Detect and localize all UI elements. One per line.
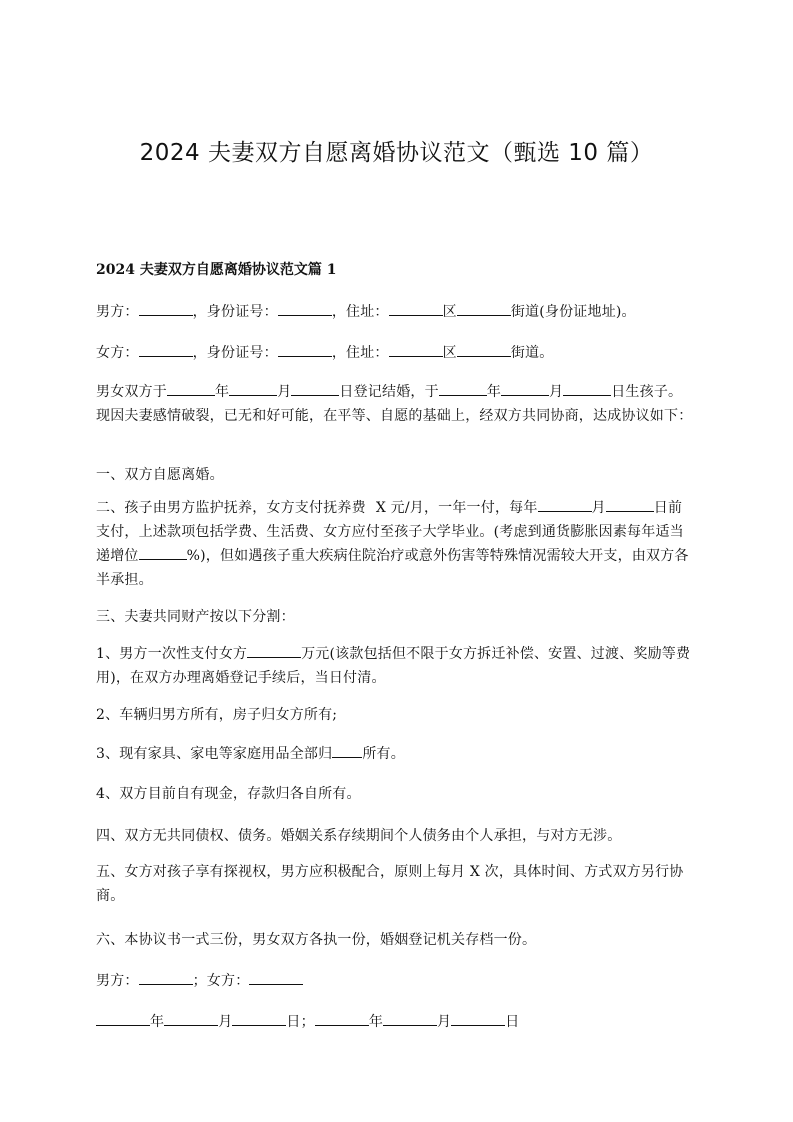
year-label: 年: [486, 384, 502, 400]
clause-two-amount-text: X 元/月，一年一付，每年: [375, 500, 538, 516]
wife-signature-blank[interactable]: [249, 969, 303, 985]
year-label: 年: [215, 384, 230, 400]
clause-three: 三、夫妻共同财产按以下分割：: [96, 609, 295, 625]
wife-sign-label: ；女方：: [192, 973, 250, 989]
month-label: 月: [218, 1014, 233, 1030]
furniture-owner-blank[interactable]: [332, 742, 362, 758]
husband-label: 男方：: [96, 304, 139, 320]
sub-clause-three-text: 3、现有家具、家电等家庭用品全部归: [96, 746, 333, 762]
day-label: 日: [505, 1014, 520, 1030]
clause-six: 六、本协议书一式三份，男女双方各执一份，婚姻登记机关存档一份。: [96, 932, 537, 948]
wife-id-label: ，身份证号：: [192, 345, 278, 361]
signature-line: [96, 969, 696, 994]
sub-clause-one: [96, 642, 696, 690]
birth-day-blank[interactable]: [563, 380, 611, 396]
husband-id-blank[interactable]: [278, 300, 332, 316]
husband-name-blank[interactable]: [139, 300, 193, 316]
husband-sign-label: 男方：: [96, 973, 139, 989]
sub-clause-three: [96, 742, 696, 767]
section-heading: 2024 夫妻双方自愿离婚协议范文篇 1: [96, 262, 337, 278]
sign-month-blank[interactable]: [164, 1010, 218, 1026]
sign-day-blank[interactable]: [232, 1010, 286, 1026]
clause-two-text: 二、孩子由男方监护抚养，女方支付抚养费: [96, 500, 366, 516]
sub-clause-three-rest: 所有。: [362, 746, 405, 762]
clause-one: 一、双方自愿离婚。: [96, 467, 224, 483]
month-label: 月: [591, 500, 606, 516]
husband-addr-blank[interactable]: [389, 300, 443, 316]
wife-addr-label: ，住址：: [331, 345, 389, 361]
marriage-month-blank[interactable]: [229, 380, 277, 396]
sign-year-blank[interactable]: [96, 1010, 150, 1026]
date-line: [96, 1010, 696, 1035]
sign-day2-blank[interactable]: [451, 1010, 505, 1026]
sub-clause-one-text: 1、男方一次性支付女方: [96, 646, 248, 662]
sub-clause-one-rest: 万元(该款包括但不限于女方拆迁补偿、安置、过渡、奖励等费用)，在双方办理离婚登记手续后，当日付清。: [96, 646, 691, 686]
wife-label: 女方：: [96, 345, 139, 361]
clause-five: 五、女方对孩子享有探视权，男方应积极配合，原则上每月 X 次，具体时间、方式双方另行协商。: [96, 864, 684, 904]
husband-street-label: 街道(身份证地址)。: [510, 304, 636, 320]
month-label: 月: [437, 1014, 452, 1030]
intro-rest-text: 日生孩子。现因夫妻感情破裂，已无和好可能，在平等、自愿的基础上，经双方共同协商，达成协议如下：: [96, 384, 693, 424]
day-label: 日；: [286, 1014, 315, 1030]
clause-four: 四、双方无共同债权、债务。婚姻关系存续期间个人债务由个人承担，与对方无涉。: [96, 828, 622, 844]
wife-district-label: 区: [442, 345, 457, 361]
intro-text: 男女双方于: [96, 384, 167, 400]
wife-district-blank[interactable]: [457, 341, 511, 357]
clause-two-rest-text: %)，但如遇孩子重大疾病住院治疗或意外伤害等特殊情况需较大开支，由双方各半承担。: [96, 548, 689, 588]
wife-id-blank[interactable]: [278, 341, 332, 357]
husband-addr-label: ，住址：: [331, 304, 389, 320]
wife-street-label: 街道。: [510, 345, 554, 361]
marriage-year-blank[interactable]: [167, 380, 215, 396]
husband-district-label: 区: [442, 304, 457, 320]
lump-sum-blank[interactable]: [247, 642, 301, 658]
husband-id-label: ，身份证号：: [192, 304, 278, 320]
sub-clause-two: 2、车辆归男方所有，房子归女方所有;: [96, 707, 338, 723]
wife-name-blank[interactable]: [139, 341, 193, 357]
marriage-day-blank[interactable]: [291, 380, 339, 396]
intro-paragraph: [96, 380, 696, 428]
day-label: 日登记结婚，于: [339, 384, 439, 400]
document-title: 2024 夫妻双方自愿离婚协议范文（甄选 10 篇）: [139, 140, 654, 166]
birth-month-blank[interactable]: [501, 380, 549, 396]
sign-year2-blank[interactable]: [315, 1010, 369, 1026]
year-label: 年: [150, 1014, 165, 1030]
month-label: 月: [549, 384, 564, 400]
husband-info-line: [96, 300, 696, 325]
year-label: 年: [368, 1014, 384, 1030]
clause-two: [96, 496, 696, 592]
husband-district-blank[interactable]: [457, 300, 511, 316]
clause-two-detail-text: 日前支付，上述款项包括学费、生活费、女方应付至孩子大学毕业。(考虑到通货膨胀因素每年适当递增位: [96, 500, 684, 564]
husband-signature-blank[interactable]: [139, 969, 193, 985]
wife-addr-blank[interactable]: [389, 341, 443, 357]
payment-month-blank[interactable]: [538, 496, 592, 512]
sign-month2-blank[interactable]: [383, 1010, 437, 1026]
birth-year-blank[interactable]: [439, 380, 487, 396]
payment-day-blank[interactable]: [606, 496, 654, 512]
wife-info-line: [96, 341, 696, 366]
increase-rate-blank[interactable]: [139, 544, 187, 560]
month-label: 月: [277, 384, 292, 400]
sub-clause-four: 4、双方目前自有现金，存款归各自所有。: [96, 786, 361, 802]
